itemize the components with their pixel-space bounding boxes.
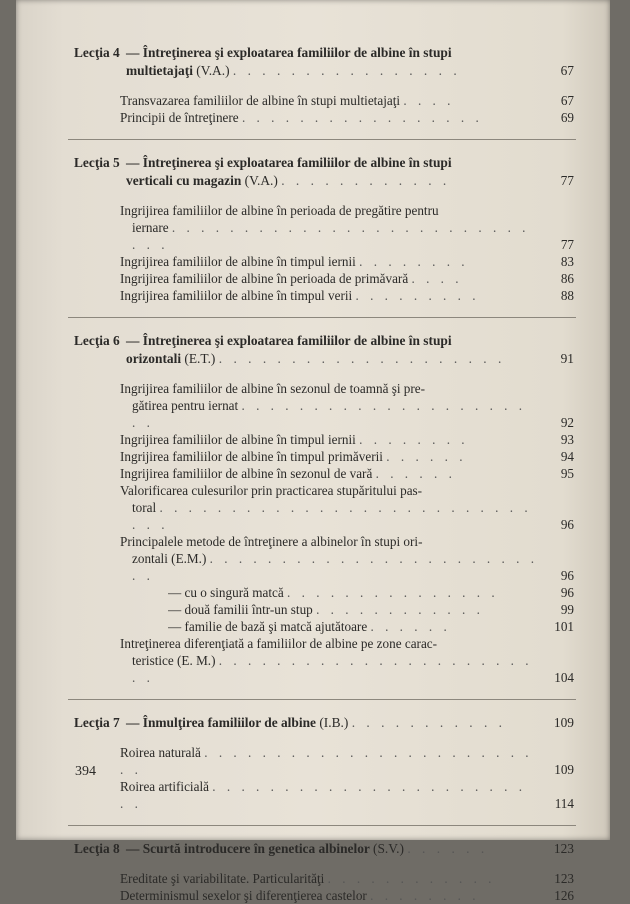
dot-leader: . . . . . . xyxy=(370,619,451,634)
entry-page: 126 xyxy=(554,888,574,903)
lesson-author: (S.V.) xyxy=(372,841,404,856)
entry-text xyxy=(120,482,540,499)
lesson-heading xyxy=(74,332,574,350)
spacer xyxy=(74,368,574,380)
dot-leader: . . . . . . . . . xyxy=(355,288,480,303)
toc-entry xyxy=(74,533,574,550)
toc-entry xyxy=(74,219,574,253)
entry-page: 99 xyxy=(560,602,574,617)
lesson-title-text: verticali cu magazin xyxy=(126,173,242,188)
lesson-heading xyxy=(74,714,574,732)
toc-entry xyxy=(74,550,574,584)
entry-page: 67 xyxy=(560,93,574,108)
spacer xyxy=(74,858,574,870)
entry-title: Intreţinerea diferenţiată a familiilor de albine pe zone carac- xyxy=(120,636,438,651)
entry-title: Ingrijirea familiilor de albine în sezonul de toamnă şi pre- xyxy=(120,381,426,396)
entry-text xyxy=(132,499,540,533)
toc-entry xyxy=(74,202,574,219)
indent xyxy=(74,172,126,190)
entry-title: Ingrijirea familiilor de albine în perioada de pregătire pentru xyxy=(120,203,439,218)
lesson-number: Lecţia 7 xyxy=(74,715,120,730)
toc-entry xyxy=(74,584,574,601)
lesson-title xyxy=(126,44,574,62)
entry-title: — două familii într-un stup xyxy=(168,602,313,617)
entry-title: Ingrijirea familiilor de albine în timpul verii xyxy=(120,288,353,303)
toc-entry xyxy=(74,482,574,499)
entry-title: Ereditate şi variabilitate. Particularităţi xyxy=(120,871,325,886)
dot-leader: . . . . . . . . . . . . xyxy=(327,871,496,886)
lesson-title xyxy=(126,154,574,172)
toc-entry xyxy=(74,652,574,686)
dot-leader: . . . . xyxy=(411,271,463,286)
entry-page: 96 xyxy=(560,585,574,600)
entry-text xyxy=(120,448,540,465)
entry-page: 109 xyxy=(554,762,574,777)
entry-page: 69 xyxy=(560,110,574,125)
lesson-heading xyxy=(74,44,574,62)
lesson-title xyxy=(126,840,540,858)
lesson-page: 123 xyxy=(553,841,574,856)
entry-page: 95 xyxy=(560,466,574,481)
entry-title: Roirea artificială xyxy=(120,779,209,794)
lesson-page: 67 xyxy=(560,63,574,78)
entry-text xyxy=(120,870,540,887)
dot-leader: . . . . . . xyxy=(375,466,456,481)
entry-title: Valorificarea culesurilor prin practicarea stupăritului pas- xyxy=(120,483,423,498)
entry-title: Ingrijirea familiilor de albine în perioada de primăvară xyxy=(120,271,409,286)
entry-text xyxy=(120,887,540,904)
entry-page: 96 xyxy=(560,568,574,583)
lesson-page: 91 xyxy=(560,351,574,366)
entry-text xyxy=(120,109,540,126)
entry-text xyxy=(120,431,540,448)
entry-page: 94 xyxy=(560,449,574,464)
spacer xyxy=(74,732,574,744)
entry-title: zontali (E.M.) xyxy=(132,551,207,566)
entry-page: 86 xyxy=(560,271,574,286)
entry-text xyxy=(120,778,540,812)
dot-leader: . . . . . . . . . . . . xyxy=(316,602,484,617)
toc-entry xyxy=(74,397,574,431)
lesson-heading-cont xyxy=(74,350,574,368)
entry-text xyxy=(120,533,540,550)
dot-leader: . . . . . . . . . . . . . . . . . . . . . . . . xyxy=(120,779,527,811)
section-divider xyxy=(68,699,576,700)
lesson-number: Lecţia 5 xyxy=(74,155,120,170)
entry-text xyxy=(120,465,540,482)
toc-entry xyxy=(74,109,574,126)
entry-page: 77 xyxy=(560,237,574,252)
entry-title: Principii de întreţinere xyxy=(120,110,239,125)
entry-title: Determinismul sexelor şi diferenţierea castelor xyxy=(120,888,367,903)
toc-entry xyxy=(74,887,574,904)
entry-page: 92 xyxy=(560,415,574,430)
entry-page: 96 xyxy=(560,517,574,532)
entry-text xyxy=(120,253,540,270)
entry-title: Ingrijirea familiilor de albine în timpul primăverii xyxy=(120,449,383,464)
entry-title: Ingrijirea familiilor de albine în timpul iernii xyxy=(120,254,356,269)
entry-title: gătirea pentru iernat xyxy=(132,398,239,413)
dot-leader: . . . . . . . . . . . . . . . . . xyxy=(241,110,483,125)
entry-text xyxy=(168,601,540,618)
lesson-title-text: — Întreţinerea şi exploatarea familiilor de albine în stupi xyxy=(126,45,452,60)
lesson-title-text: — Înmulţirea familiilor de albine xyxy=(126,715,316,730)
indent xyxy=(74,62,126,80)
lesson-page: 77 xyxy=(560,173,574,188)
entry-page: 104 xyxy=(554,670,574,685)
lesson-title-cont xyxy=(126,172,540,190)
toc-entry xyxy=(74,448,574,465)
dot-leader: . . . . . . . . xyxy=(359,254,469,269)
toc-entry xyxy=(74,253,574,270)
lesson-heading xyxy=(74,840,574,858)
lesson-author: (E.T.) xyxy=(184,351,216,366)
lesson-heading-cont xyxy=(74,62,574,80)
table-of-contents xyxy=(74,44,574,904)
spacer xyxy=(74,80,574,92)
page-number: 394 xyxy=(75,764,96,779)
lesson-heading-cont xyxy=(74,172,574,190)
dot-leader: . . . . . . . . . . . . . . . . . . . . . . . . . . . . xyxy=(132,220,530,252)
dot-leader: . . . . . . . . . . . . xyxy=(281,173,451,188)
toc-entry xyxy=(74,465,574,482)
toc-entry xyxy=(74,618,574,635)
lesson-title-text: orizontali xyxy=(126,351,182,366)
entry-text xyxy=(132,219,540,253)
entry-page: 88 xyxy=(560,288,574,303)
entry-page: 83 xyxy=(560,254,574,269)
entry-text xyxy=(120,92,540,109)
lesson-title-cont xyxy=(126,62,540,80)
lesson-number: Lecţia 8 xyxy=(74,841,120,856)
dot-leader: . . . . xyxy=(403,93,455,108)
section-divider xyxy=(68,825,576,826)
entry-text xyxy=(168,618,540,635)
toc-entry xyxy=(74,380,574,397)
entry-text xyxy=(120,744,540,778)
entry-title: Roirea naturală xyxy=(120,745,201,760)
entry-page: 93 xyxy=(560,432,574,447)
section-divider xyxy=(68,317,576,318)
entry-text xyxy=(120,202,540,219)
dot-leader: . . . . . . . . . . . . . . . . . . . . xyxy=(218,351,506,366)
toc-entry xyxy=(74,431,574,448)
entry-title: — cu o singură matcă xyxy=(168,585,284,600)
dot-leader: . . . . . . . . . . . . . . . . . . . . . . . . . . . . . xyxy=(132,500,532,532)
entry-title: Principalele metode de întreţinere a albinelor în stupi ori- xyxy=(120,534,423,549)
dot-leader: . . . . . . . . . . . . . . . xyxy=(287,585,499,600)
entry-title: — familie de bază şi matcă ajutătoare xyxy=(168,619,368,634)
toc-entry xyxy=(74,870,574,887)
toc-entry xyxy=(74,499,574,533)
entry-title: iernare xyxy=(132,220,169,235)
entry-title: Ingrijirea familiilor de albine în timpul iernii xyxy=(120,432,356,447)
toc-entry xyxy=(74,287,574,304)
entry-title: toral xyxy=(132,500,157,515)
lesson-section xyxy=(74,44,574,126)
entry-title: Ingrijirea familiilor de albine în sezonul de vară xyxy=(120,466,373,481)
spacer xyxy=(74,190,574,202)
lesson-title-cont xyxy=(126,350,540,368)
entry-text xyxy=(120,380,540,397)
dot-leader: . . . . . . . . . . . xyxy=(351,715,507,730)
lesson-section xyxy=(74,840,574,904)
lesson-page: 109 xyxy=(553,715,574,730)
dot-leader: . . . . . . . . . . . . . . . . . . . . . . . . xyxy=(132,653,533,685)
lesson-number: Lecţia 4 xyxy=(74,45,120,60)
entry-text xyxy=(120,270,540,287)
lesson-heading xyxy=(74,154,574,172)
toc-entry xyxy=(74,601,574,618)
lesson-title xyxy=(126,714,540,732)
entry-text xyxy=(120,287,540,304)
indent xyxy=(74,350,126,368)
lesson-number: Lecţia 6 xyxy=(74,333,120,348)
entry-text xyxy=(120,635,540,652)
lesson-title xyxy=(126,332,574,350)
entry-page: 101 xyxy=(554,619,574,634)
lesson-section xyxy=(74,332,574,686)
lesson-title-text: multietajaţi xyxy=(126,63,193,78)
toc-entry xyxy=(74,270,574,287)
entry-page: 114 xyxy=(554,796,574,811)
entry-text xyxy=(132,550,540,584)
dot-leader: . . . . . . . . . . . . . . . . . . . . . . . . . xyxy=(132,551,538,583)
dot-leader: . . . . . . xyxy=(407,841,489,856)
entry-title: Transvazarea familiilor de albine în stupi multietajaţi xyxy=(120,93,401,108)
entry-text xyxy=(132,652,540,686)
entry-title: teristice (E. M.) xyxy=(132,653,216,668)
lesson-title-text: — Întreţinerea şi exploatarea familiilor de albine în stupi xyxy=(126,155,452,170)
lesson-section xyxy=(74,154,574,304)
entry-page: 123 xyxy=(554,871,574,886)
toc-entry xyxy=(74,92,574,109)
lesson-author: (I.B.) xyxy=(319,715,349,730)
dot-leader: . . . . . . . . . . . . . . . . xyxy=(232,63,461,78)
lesson-author: (V.A.) xyxy=(196,63,230,78)
toc-entry xyxy=(74,635,574,652)
lesson-title-text: — Întreţinerea şi exploatarea familiilor de albine în stupi xyxy=(126,333,452,348)
dot-leader: . . . . . . . . xyxy=(370,888,480,903)
section-divider xyxy=(68,139,576,140)
book-page xyxy=(16,0,610,903)
entry-text xyxy=(132,397,540,431)
lesson-section xyxy=(74,714,574,812)
entry-text xyxy=(168,584,540,601)
dot-leader: . . . . . . xyxy=(386,449,467,464)
dot-leader: . . . . . . . . . . . . . . . . . . . . . . . . . xyxy=(120,745,533,777)
toc-entry xyxy=(74,744,574,778)
dot-leader: . . . . . . . . xyxy=(359,432,469,447)
toc-entry xyxy=(74,778,574,812)
lesson-author: (V.A.) xyxy=(244,173,278,188)
lesson-title-text: — Scurtă introducere în genetica albinelor xyxy=(126,841,370,856)
dot-leader: . . . . . . . . . . . . . . . . . . . . . . xyxy=(132,398,527,430)
